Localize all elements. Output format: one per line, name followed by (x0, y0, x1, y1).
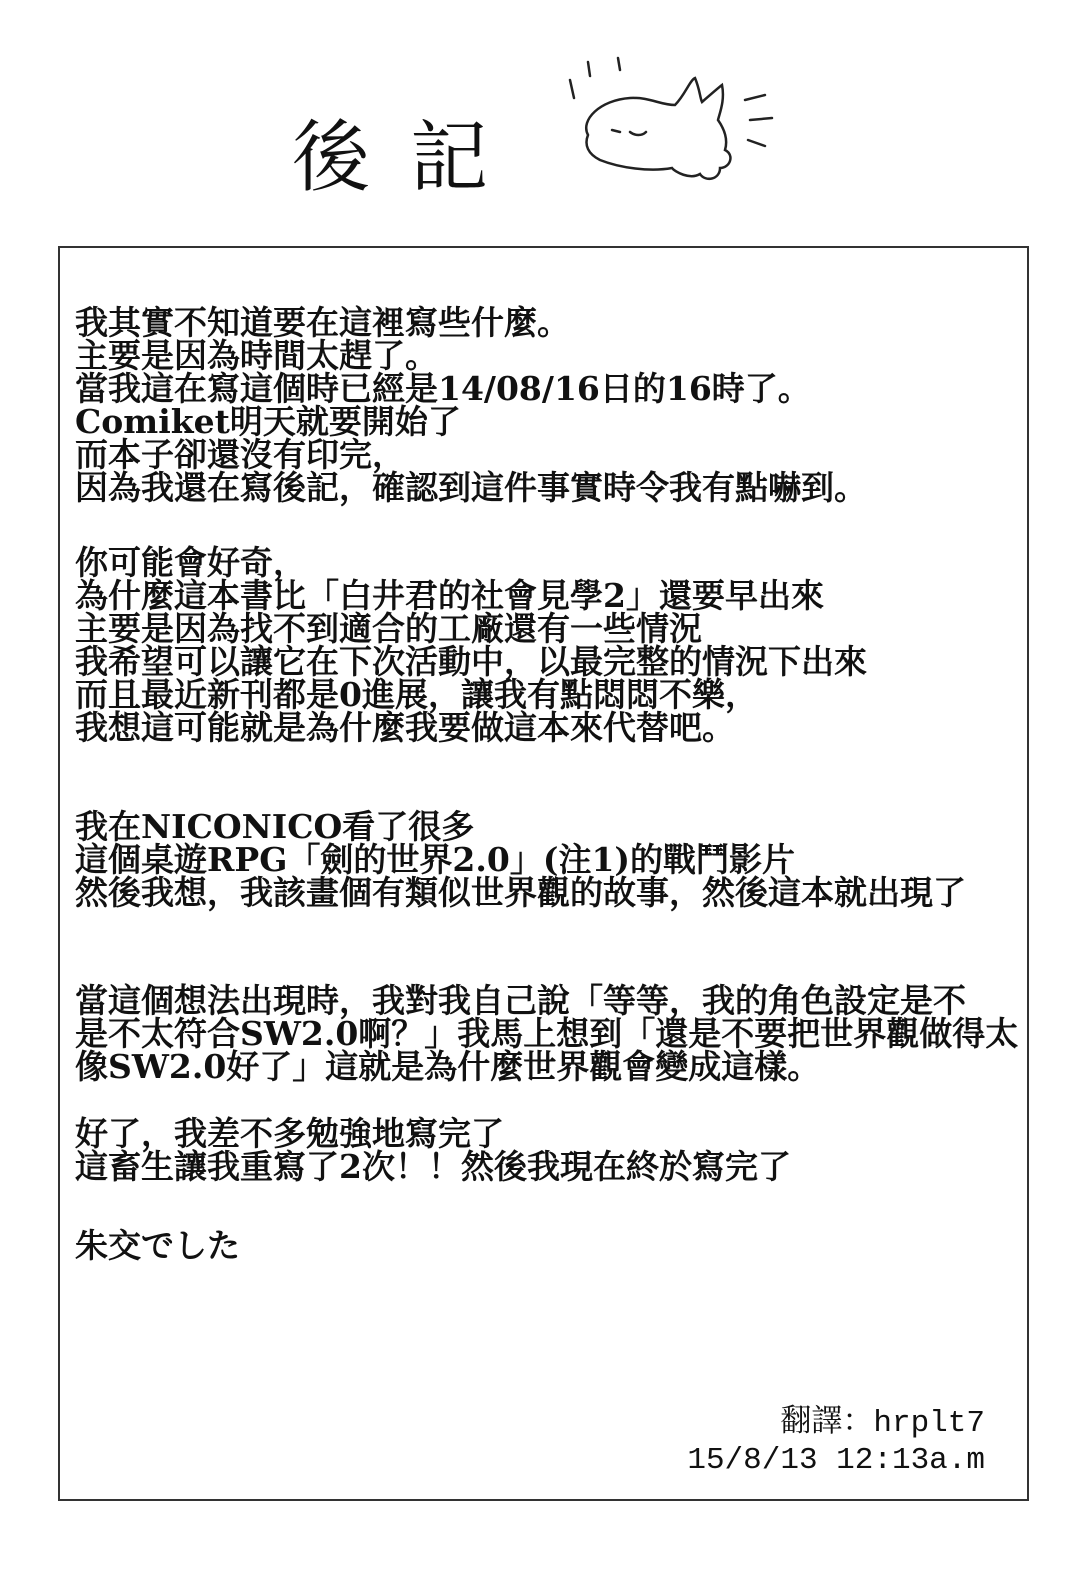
text-line: 這個桌遊RPG「劍的世界2.0」(注1)的戰鬥影片 (75, 840, 796, 879)
paragraph-4 (75, 981, 1019, 1086)
text-line: 這畜生讓我重寫了2次！！然後我現在終於寫完了 (75, 1147, 791, 1186)
text-line: 而本子卻還沒有印完， (75, 435, 405, 474)
paragraph-3 (75, 807, 966, 912)
text-line: 我想這可能就是為什麼我要做這本來代替吧。 (75, 708, 735, 747)
text-line: 而且最近新刊都是0進展，讓我有點悶悶不樂， (75, 675, 758, 714)
text-line: 當這個想法出現時，我對我自己說「等等，我的角色設定是不 (75, 981, 966, 1020)
text-line: 是不太符合SW2.0啊？」我馬上想到「還是不要把世界觀做得太 (75, 1014, 1019, 1053)
text-line: 主要是因為找不到適合的工廠還有一些情況 (75, 609, 702, 648)
signature (687, 1405, 985, 1479)
text-line: 因為我還在寫後記，確認到這件事實時令我有點嚇到。 (75, 468, 867, 507)
text-line: 像SW2.0好了」這就是為什麼世界觀會變成這樣。 (75, 1047, 821, 1086)
paragraph-6 (75, 1226, 240, 1265)
text-line: 我其實不知道要在這裡寫些什麼。 (75, 303, 570, 342)
translator-credit: 翻譯：hrplt7 (780, 1406, 985, 1441)
page-title: 後記 (292, 113, 529, 203)
text-line: 主要是因為時間太趕了。 (75, 336, 438, 375)
text-line: 好了，我差不多勉強地寫完了 (75, 1114, 504, 1153)
paragraph-1 (75, 303, 867, 507)
text-line: 然後我想，我該畫個有類似世界觀的故事，然後這本就出現了 (75, 873, 966, 912)
text-line: 當我這在寫這個時已經是14/08/16日的16時了。 (75, 369, 811, 408)
text-line: 你可能會好奇， (75, 543, 306, 582)
paragraph-5 (75, 1114, 791, 1186)
text-line: 我希望可以讓它在下次活動中，以最完整的情況下出來 (75, 642, 867, 681)
text-line: 為什麼這本書比「白井君的社會見學2」還要早出來 (75, 576, 824, 615)
cat-doodle-icon (560, 50, 780, 190)
text-line: Comiket明天就要開始了 (75, 402, 461, 441)
text-line: 我在NICONICO看了很多 (75, 807, 475, 846)
text-line: 朱交でした (75, 1226, 240, 1265)
translation-date: 15/8/13 12:13a.m (687, 1443, 985, 1478)
paragraph-2 (75, 543, 867, 747)
